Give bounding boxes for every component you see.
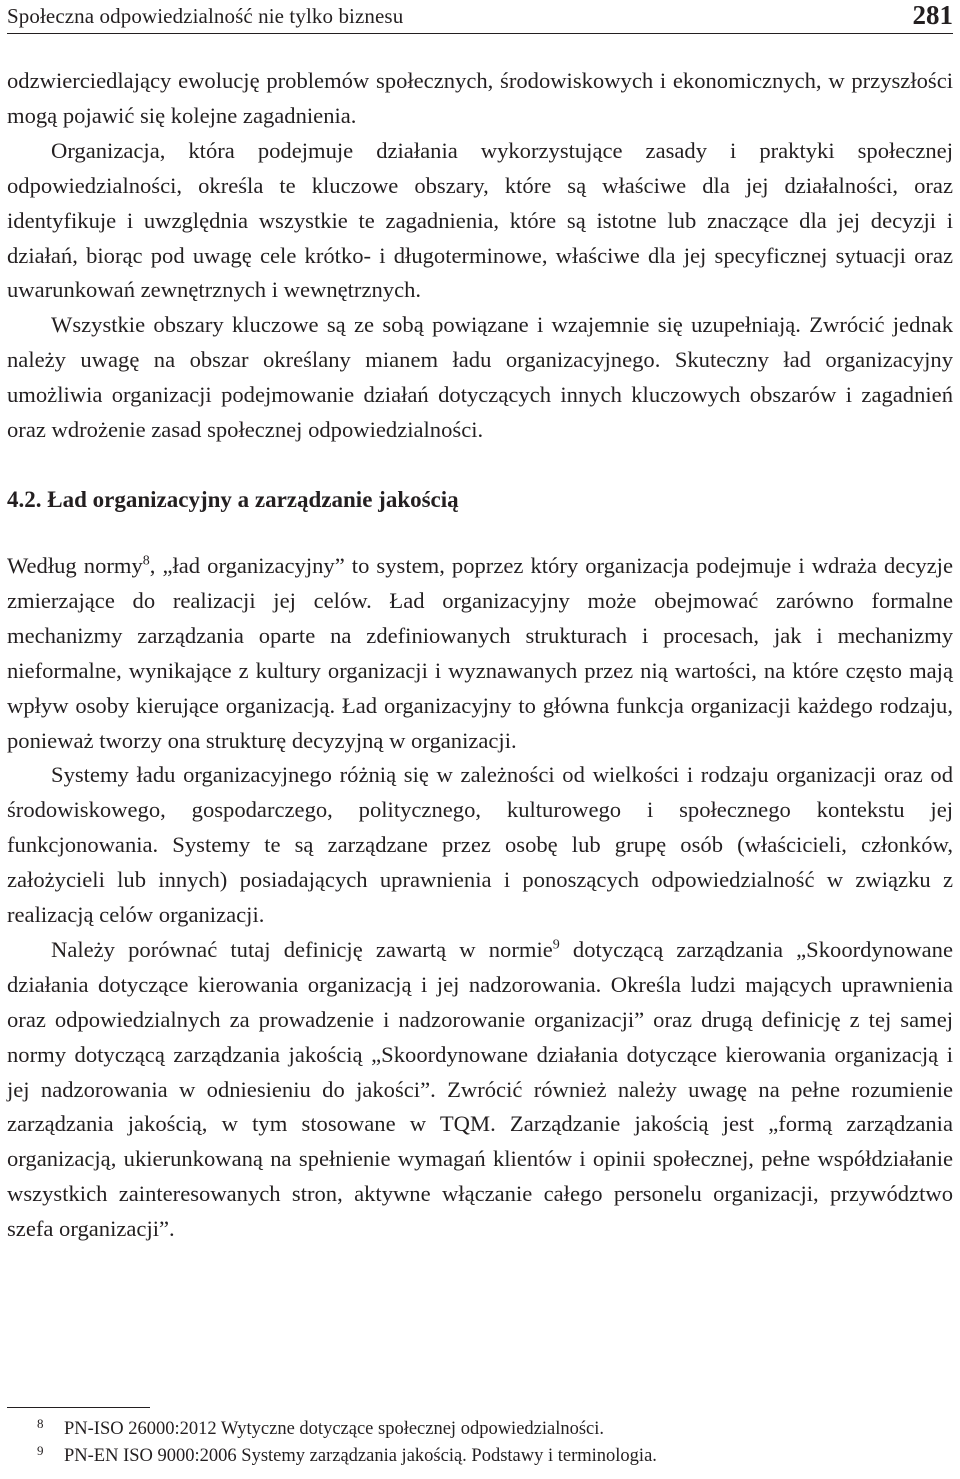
paragraph-governance-systems: Systemy ładu organizacyjnego różnią się w zależności od wielkości i rodzaju organizacji oraz od środowiskowego, gospodarczego, politycznego, kulturowego i społecznego kontekstu jej funkcjonowania. Systemy te są zarządzane przez osobę lub grupę osób (właścicieli, członków, założycieli lub innych) posiadających uprawnienia i ponoszących odpowiedzialność w związku z realizacją celów organizacji. (7, 762, 953, 928)
footnote-reference-9[interactable]: 9 (552, 937, 560, 953)
page-body (7, 64, 953, 1247)
footnote-divider (7, 1407, 150, 1408)
footnote-reference-8[interactable]: 8 (142, 553, 150, 569)
running-title: Społeczna odpowiedzialność nie tylko biznesu (7, 4, 404, 28)
text-segment: dotyczącą zarządzania „Skoordynowane działania dotyczące kierowania organizacją i jej nadzorowania. Określa ludzi mających uprawnienia oraz odpowiedzialnych za prowadzenie i nadzorowanie organizacji” oraz drugą definicję z tej samej normy dotyczącą zarządzania jakością „Skoordynowane działania dotyczące kierowania organizacją i jej nadzorowania w odniesieniu do jakości”. Zwrócić również należy uwagę na pełne rozumienie zarządzania jakością, w tym stosowane w TQM. Zarządzanie jakością jest „formą zarządzania organizacją, ukierunkowaną na spełnienie wymagań klientów i opinii społecznej, pełne współdziałanie wszystkich zainteresowanych stron, aktywne włączanie całego personelu organizacji, przywództwo szefa organizacji”. (7, 936, 953, 1242)
footnote-mark: 9 (37, 1443, 44, 1458)
footnote-9 (37, 1443, 937, 1470)
footnote-text: PN-ISO 26000:2012 Wytyczne dotyczące społecznej odpowiedzialności. (64, 1419, 605, 1439)
page-number: 281 (912, 0, 953, 30)
paragraph-organization-csr: Organizacja, która podejmuje działania wykorzystujące zasady i praktyki społecznej odpowiedzialności, określa te kluczowe obszary, które są właściwe dla jej działalności, oraz identyfikuje i uwzględnia wszystkie te zagadnienia, które są istotne lub znaczące dla jej decyzji i działań, biorąc pod uwagę cele krótko- i długoterminowe, właściwe dla jej specyficznej sytuacji oraz uwarunkowań zewnętrznych i wewnętrznych. (7, 137, 953, 303)
section-heading: 4.2. Ład organizacyjny a zarządzanie jakością (7, 486, 459, 512)
footnote-8 (37, 1416, 937, 1443)
running-header (7, 0, 953, 34)
paragraph-quality-management (7, 933, 953, 1247)
paragraph-continuation: odzwierciedlający ewolucję problemów społecznych, środowiskowych i ekonomicznych, w przyszłości mogą pojawić się kolejne zagadnienia. (7, 68, 953, 128)
footnotes (37, 1416, 937, 1470)
paragraph-key-areas: Wszystkie obszary kluczowe są ze sobą powiązane i wzajemnie się uzupełniają. Zwrócić jednak należy uwagę na obszar określany mianem ładu organizacyjnego. Skuteczny ład organizacyjny umożliwia organizacji podejmowanie działań dotyczących innych kluczowych obszarów i zagadnień oraz wdrożenie zasad społecznej odpowiedzialności. (7, 312, 953, 443)
footnote-mark: 8 (37, 1416, 44, 1431)
text-segment: Według normy (7, 552, 143, 578)
footnote-text: PN-EN ISO 9000:2006 Systemy zarządzania jakością. Podstawy i terminologia. (64, 1446, 657, 1466)
paragraph-governance-definition (7, 549, 953, 758)
text-segment: , „ład organizacyjny” to system, poprzez który organizacja podejmuje i wdraża decyzje zmierzające do realizacji jej celów. Ład organizacyjny może obejmować zarówno formalne mechanizmy zarządzania oparte na zdefiniowanych strukturach i procesach, jak i mechanizmy nieformalne, wynikające z kultury organizacji i wyznawanych przez nią wartości, na które często mają wpływ osoby kierujące organizacją. Ład organizacyjny to główna funkcja organizacji każdego rodzaju, ponieważ tworzy ona strukturę decyzyjną w organizacji. (7, 552, 953, 753)
text-segment: Należy porównać tutaj definicję zawartą w normie (51, 936, 553, 962)
